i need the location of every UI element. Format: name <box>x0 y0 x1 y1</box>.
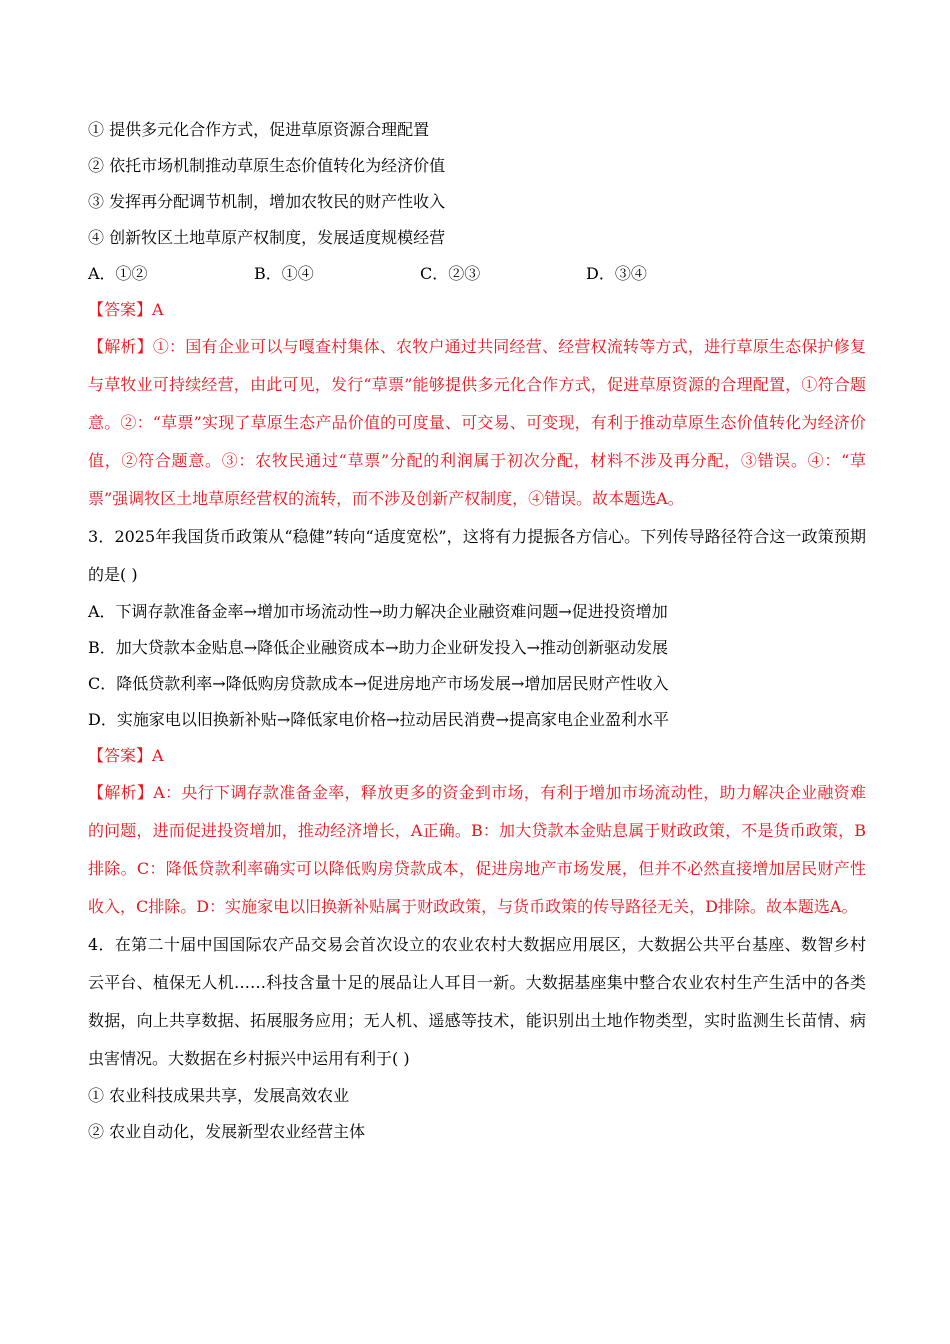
q2-item-3: ③ 发挥再分配调节机制，增加农牧民的财产性收入 <box>88 192 446 211</box>
q2-analysis: 【解析】①：国有企业可以与嘎查村集体、农牧户通过共同经营、经营权流转等方式，进行草原生态保护修复与草牧业可持续经营，由此可见，发行“草票”能够提供多元化合作方式，促进草原资源的合理配置，①符合题意。②：“草票”实现了草原生态产品价值的可度量、可交易、可变现，有利于推动草原生态价值转化为经济价值，②符合题意。③：农牧民通过“草票”分配的利润属于初次分配，材料不涉及再分配，③错误。④：“草票”强调牧区土地草原经营权的流转，而不涉及创新产权制度，④错误。故本题选A。 <box>88 337 866 508</box>
q2-options <box>88 256 866 292</box>
q4-item-1: ① 农业科技成果共享，发展高效农业 <box>88 1086 350 1105</box>
q2-option-d: D．③④ <box>586 264 647 283</box>
q2-option-b: B．①④ <box>254 264 314 283</box>
q2-answer: 【答案】A <box>88 300 164 319</box>
document-page <box>88 112 866 1150</box>
q3-option-b: B．加大贷款本金贴息→降低企业融资成本→助力企业研发投入→推动创新驱动发展 <box>88 638 668 657</box>
q3-answer: 【答案】A <box>88 746 164 765</box>
q2-option-c: C．②③ <box>420 264 481 283</box>
q3-option-d: D．实施家电以旧换新补贴→降低家电价格→拉动居民消费→提高家电企业盈利水平 <box>88 710 670 729</box>
q2-option-a: A．①② <box>88 264 148 283</box>
q2-item-1: ① 提供多元化合作方式，促进草原资源合理配置 <box>88 120 430 139</box>
q4-item-2: ② 农业自动化，发展新型农业经营主体 <box>88 1122 366 1141</box>
q3-option-a: A．下调存款准备金率→增加市场流动性→助力解决企业融资难问题→促进投资增加 <box>88 602 668 621</box>
q3-option-c: C．降低贷款利率→降低购房贷款成本→促进房地产市场发展→增加居民财产性收入 <box>88 674 669 693</box>
q3-analysis: 【解析】A：央行下调存款准备金率，释放更多的资金到市场，有利于增加市场流动性，助力解决企业融资难的问题，进而促进投资增加，推动经济增长，A正确。B：加大贷款本金贴息属于财政政策，不是货币政策，B排除。C：降低贷款利率确实可以降低购房贷款成本，促进房地产市场发展，但并不必然直接增加居民财产性收入，C排除。D：实施家电以旧换新补贴属于财政政策，与货币政策的传导路径无关，D排除。故本题选A。 <box>88 783 866 916</box>
q3-stem: 3．2025年我国货币政策从“稳健”转向“适度宽松”，这将有力提振各方信心。下列传导路径符合这一政策预期的是( ) <box>88 527 866 584</box>
q4-stem: 4．在第二十届中国国际农产品交易会首次设立的农业农村大数据应用展区，大数据公共平台基座、数智乡村云平台、植保无人机……科技含量十足的展品让人耳目一新。大数据基座集中整合农业农村生产生活中的各类数据，向上共享数据、拓展服务应用；无人机、遥感等技术，能识别出土地作物类型，实时监测生长苗情、病虫害情况。大数据在乡村振兴中运用有利于( ) <box>88 935 866 1068</box>
q2-item-4: ④ 创新牧区土地草原产权制度，发展适度规模经营 <box>88 228 446 247</box>
q2-item-2: ② 依托市场机制推动草原生态价值转化为经济价值 <box>88 156 446 175</box>
